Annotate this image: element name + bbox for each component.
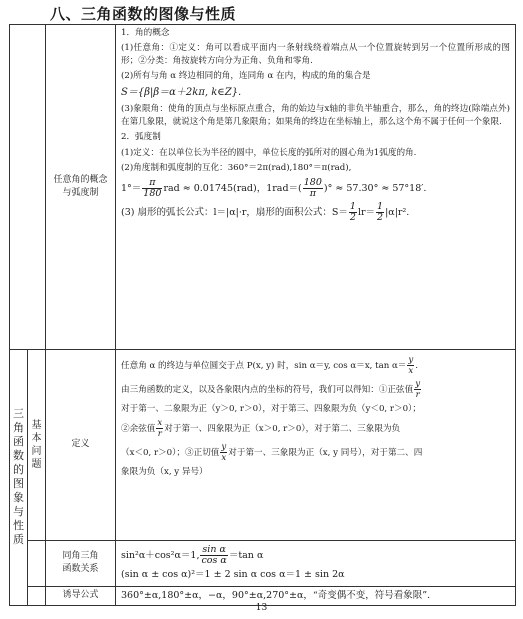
section1-empty-cell (10, 25, 46, 350)
inner-vertical-label: 基本问题 (28, 350, 46, 541)
formula-coterminal-set: S＝{β|β＝α＋2kπ, k∈Z}. (121, 86, 242, 98)
para-radian-definition: (1)定义：在以单位长为半径的圆中，单位长度的弧所对的圆心角为1弧度的角. (121, 147, 417, 158)
inner-empty-cell (28, 541, 46, 587)
page-title: 八、三角函数的图像与性质 (50, 5, 237, 23)
formula-sector: (3) 扇形的弧长公式：l＝|α|·r，扇形的面积公式：S＝ $\frac{1}{2}$ lr＝ $\frac{1}{2}$ |α|r². (121, 200, 410, 223)
section-definition (10, 350, 516, 541)
section1-label: 任意角的概念 与弧度制 (46, 25, 116, 350)
section-same-angle (10, 541, 516, 587)
definition-label: 定义 (46, 350, 116, 541)
para-quadrant-angle: (3)象限角：使角的顶点与坐标原点重合，角的始边与x轴的非负半轴重合，那么，角的终边(除端点外)在第几象限，就说这个角是第几象限角；如果角的终边在坐标轴上，那么这个角不属于任何一个象限. (121, 104, 510, 127)
section-angle-concept (10, 25, 516, 350)
heading-radian: 2．弧度制 (121, 132, 161, 143)
content-table (9, 24, 516, 606)
para-conversion: (2)角度制和弧度制的互化：360°＝2π(rad),180°＝π(rad), (121, 163, 352, 174)
induction-label: 诱导公式 (46, 586, 116, 605)
para-coterminal: (2)所有与角 α 终边相同的角，连同角 α 在内，构成的角的集合是 (121, 71, 371, 82)
heading-angle-concept: 1．角的概念 (121, 28, 170, 38)
formula-degree-radian: 1°＝ $\frac{\pi}{180}$ rad ≈ 0.01745(rad)，1rad＝( $\frac{180}{\pi}$ )° ≈ 57.30° ≈ 57°18′. (121, 176, 427, 199)
same-angle-content: sin²α＋cos²α＝1, $\frac{\text{sin α}}{\text{cos α}}$ ＝tan α (sin α ± cos α)²＝1 ± 2 sin α cos α＝1 ± sin 2α (116, 541, 516, 587)
definition-content: 任意角 α 的终边与单位圆交于点 P(x, y) 时，sin α＝y, cos α＝x, tan α＝ $\frac{y}{x}$ . 由三角函数的定义，以及各象限内点的坐标的符号，我们可以得知：①正弦值 $\frac{y}{r}$ 对于第一、二象限为正（y＞0, r＞0），对于第三、四象限为负（y＜0, r＞0）； ②余弦值 $\frac{x}{r}$ 对于第一、四象限为正（x＞0, r＞0），对于第二、三象限为负 （x＜0, r＞0）；③正切值 $\frac{y}{x}$ 对于第一、三象限为正（x, y 同号），对于第二、四 象限为负（x, y 异号） (116, 350, 516, 541)
para-arbitrary-angle: (1)任意角：①定义：角可以看成平面内一条射线绕着端点从一个位置旋转到另一个位置所形成的图形；②分类：角按旋转方向分为正角、负角和零角. (121, 43, 510, 66)
section1-content (116, 25, 516, 350)
page-number: 13 (255, 603, 268, 613)
same-angle-label: 同角三角 函数关系 (46, 541, 116, 587)
induction-content: 360°±α,180°±α，−α，90°±α,270°±α，“奇变偶不变，符号看象限”. (116, 586, 516, 605)
outer-vertical-label: 三角函数的图象与性质 (10, 350, 28, 606)
